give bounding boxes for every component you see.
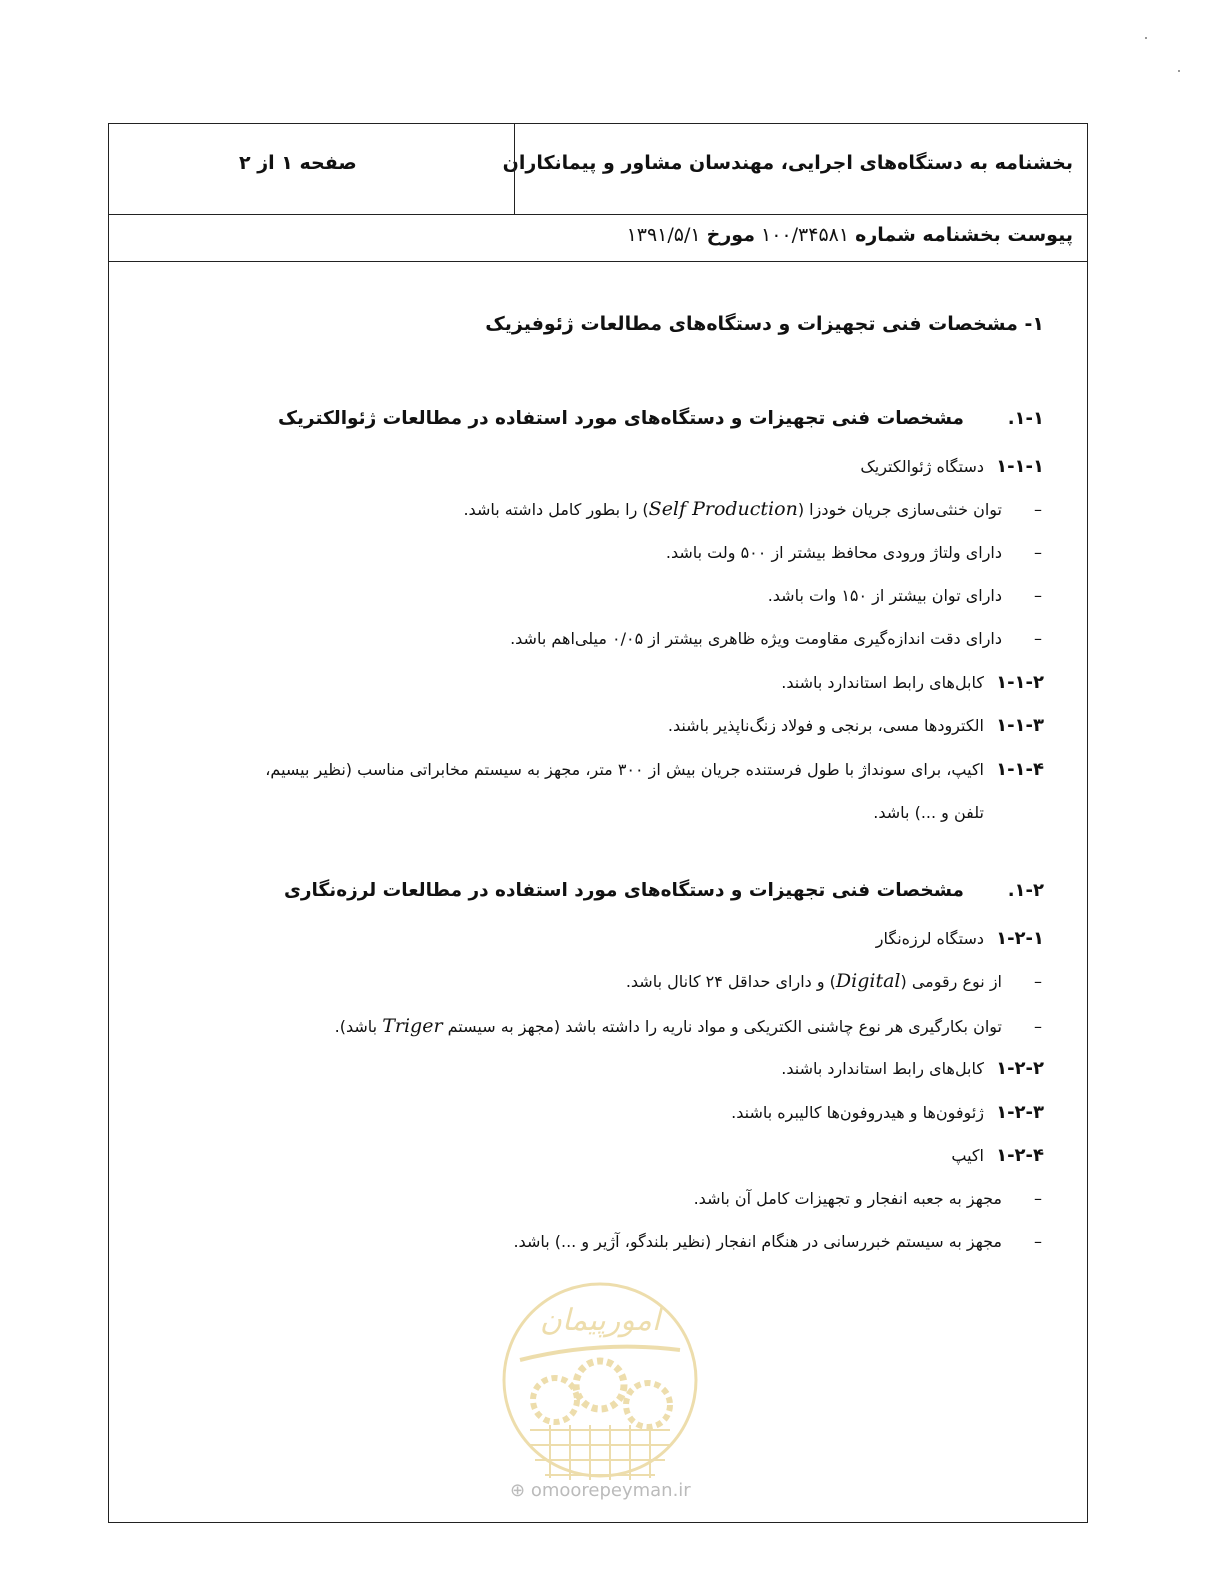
bullet-item [513,1232,1044,1251]
subsection-heading-seismic [284,880,1044,901]
bullet-text: مجهز به جعبه انفجار و تجهیزات کامل آن باشد. [693,1189,1002,1208]
list-item [860,456,1044,477]
item-text: دستگاه ژئوالکتریک [860,457,984,476]
bullet-dash: – [1034,972,1042,991]
item-text: اکیپ [951,1146,984,1165]
attachment-label: پیوست بخشنامه شماره [855,224,1073,246]
subsection-number: ۱-۱. [1007,408,1044,429]
item-number: ۱-۲-۳ [996,1102,1044,1123]
item-text: الکترودها مسی، برنجی و فولاد زنگ‌ناپذیر باشند. [667,716,984,735]
list-item [951,1145,1044,1166]
bullet-latin-term: Triger [382,1015,443,1037]
bullet-latin-term: Self Production [648,498,798,520]
bullet-dash: – [1034,500,1042,519]
bullet-dash: – [1034,1189,1042,1208]
list-item [781,672,1044,693]
header-row [109,124,1087,215]
subsection-title: مشخصات فنی تجهیزات و دستگاه‌های مورد استفاده در مطالعات لرزه‌نگاری [283,880,964,901]
seal-text: امورپیمان [539,1303,661,1338]
item-number: ۱-۲-۴ [996,1145,1044,1166]
item-number: ۱-۱-۴ [996,759,1044,780]
bullet-item [463,498,1044,520]
subsection-heading-geoelectric [278,408,1044,429]
bullet-dash: – [1034,586,1042,605]
bullet-text: دارای دقت اندازه‌گیری مقاومت ویژه ظاهری بیشتر از ۰/۰۵ میلی‌اهم باشد. [510,629,1002,648]
bullet-dash: – [1034,543,1042,562]
list-item [668,715,1044,736]
circular-number: ۱۰۰/۳۴۵۸۱ [761,224,850,246]
item-text: کابل‌های رابط استاندارد باشند. [781,673,984,692]
bullet-text: توان خنثی‌سازی جریان خودزا ( [797,500,1002,519]
bullet-text: دارای ولتاژ ورودی محافظ بیشتر از ۵۰۰ ولت باشد. [665,543,1002,562]
header-title: بخشنامه به دستگاه‌های اجرایی، مهندسان مشاور و پیمانکاران [502,152,1073,174]
bullet-item [768,586,1044,605]
list-item [876,928,1044,949]
bullet-text: توان بکارگیری هر نوع چاشنی الکتریکی و مواد ناریه را داشته باشد (مجهز به سیستم [442,1017,1002,1036]
bullet-text-end: ) و دارای حداقل ۲۴ کانال باشد. [625,972,836,991]
item-continuation: تلفن و ...) باشد. [873,803,984,822]
bullet-dash: – [1034,1232,1042,1251]
page-indicator: صفحه ۱ از ۲ [239,152,357,174]
header-divider [514,124,515,214]
bullet-text: مجهز به سیستم خبررسانی در هنگام انفجار (نظیر بلندگو، آژیر و ...) باشد. [513,1232,1002,1251]
dated-label: مورخ [706,224,755,246]
bullet-item [694,1189,1044,1208]
bullet-text: از نوع رقومی ( [900,972,1002,991]
item-text: کابل‌های رابط استاندارد باشند. [781,1059,984,1078]
list-item [781,1058,1044,1079]
item-number: ۱-۲-۱ [996,928,1044,949]
list-item [265,759,1044,780]
circular-date: ۱۳۹۱/۵/۱ [626,224,701,246]
watermark-site: ⊕ omoorepeyman.ir [510,1480,691,1501]
list-item [731,1102,1044,1123]
attachment-line [627,224,1073,246]
bullet-item [626,970,1044,992]
subsection-title: مشخصات فنی تجهیزات و دستگاه‌های مورد استفاده در مطالعات ژئوالکتریک [278,408,964,429]
item-text: اکیپ، برای سونداژ با طول فرستنده جریان بیش از ۳۰۰ متر، مجهز به سیستم مخابراتی مناسب (نظیر بیسیم، [265,760,984,779]
item-text: دستگاه لرزه‌نگار [875,929,984,948]
bullet-latin-term: Digital [835,970,901,992]
bullet-dash: – [1034,629,1042,648]
item-number: ۱-۱-۳ [996,715,1044,736]
attachment-row [109,214,1087,262]
bullet-item [510,629,1044,648]
bullet-text: دارای توان بیشتر از ۱۵۰ وات باشد. [767,586,1002,605]
item-number: ۱-۲-۲ [996,1058,1044,1079]
watermark-site-text: omoorepeyman.ir [530,1480,691,1501]
section-heading: ۱- مشخصات فنی تجهیزات و دستگاه‌های مطالعات ژئوفیزیک [485,313,1044,335]
item-text: ژئوفون‌ها و هیدروفون‌ها کالیبره باشند. [731,1103,984,1122]
item-number: ۱-۱-۲ [996,672,1044,693]
bullet-dash: – [1034,1017,1042,1036]
bullet-text-end: باشد). [334,1017,383,1036]
bullet-item [335,1015,1044,1037]
bullet-item [666,543,1044,562]
subsection-number: ۱-۲. [1007,880,1044,901]
item-number: ۱-۱-۱ [996,456,1044,477]
watermark-seal-icon [500,1280,700,1490]
bullet-text-end: ) را بطور کامل داشته باشد. [463,500,649,519]
